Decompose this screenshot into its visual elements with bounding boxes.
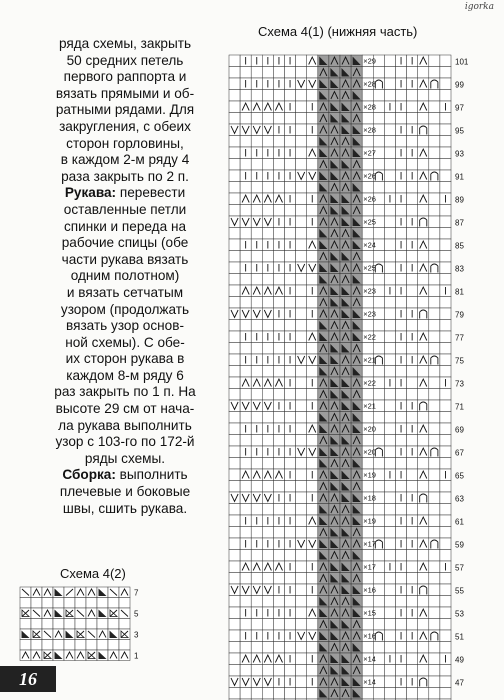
intro-line: вязать прямыми и об- xyxy=(55,85,195,101)
chart-cell xyxy=(20,619,31,630)
chart-cell xyxy=(75,598,86,609)
small-chart-grid xyxy=(20,587,139,661)
repeat-mark: ×16 xyxy=(363,631,376,641)
row-number-label: 99 xyxy=(455,80,464,90)
page-number: 16 xyxy=(0,666,56,692)
chart-cell xyxy=(119,619,130,630)
chart-cell xyxy=(86,598,97,609)
small-chart-row xyxy=(20,598,130,609)
intro-line: 50 средних петель xyxy=(66,52,184,68)
row-number-label: 89 xyxy=(455,195,464,205)
repeat-mark: ×16 xyxy=(363,585,376,595)
row-number-label: 87 xyxy=(455,218,464,228)
sleeve-line: Рукава: перевести xyxy=(64,185,186,201)
small-chart-row xyxy=(20,587,139,598)
row-number-label: 91 xyxy=(455,172,464,182)
chart-cell xyxy=(108,598,119,609)
repeat-mark: ×23 xyxy=(363,286,376,296)
chart-cell xyxy=(97,619,108,630)
repeat-mark: ×25 xyxy=(363,217,376,227)
intro-line: раза закрыть по 2 п. xyxy=(61,168,189,184)
chart-cell xyxy=(86,619,97,630)
chart-cell xyxy=(119,598,130,609)
repeat-mark: ×17 xyxy=(363,562,376,572)
row-number-label: 85 xyxy=(455,241,464,251)
chart-cell xyxy=(64,598,75,609)
repeat-mark: ×23 xyxy=(363,309,376,319)
row-number-label: 61 xyxy=(455,517,464,527)
chart-cell xyxy=(31,619,42,630)
small-chart-row xyxy=(20,629,139,640)
chart-cell xyxy=(53,598,64,609)
intro-line: в каждом 2-м ряду 4 xyxy=(60,152,190,168)
assembly-line: Сборка: выполнить xyxy=(62,467,188,483)
row-number-label: 49 xyxy=(455,655,464,665)
sleeve-line: узором (продолжать xyxy=(60,301,190,317)
row-number-label: 101 xyxy=(455,57,469,67)
small-chart-row xyxy=(20,650,139,661)
repeat-mark: ×25 xyxy=(363,263,376,273)
chart-cell xyxy=(20,598,31,609)
repeat-mark: ×21 xyxy=(363,355,376,365)
repeat-mark: ×27 xyxy=(363,148,376,158)
sleeve-line: спинки и переда на xyxy=(63,218,187,234)
chart-cell xyxy=(42,640,53,651)
row-number-label: 53 xyxy=(455,609,464,619)
repeat-mark: ×29 xyxy=(363,56,376,66)
row-number-label: 59 xyxy=(455,540,464,550)
intro-line: сторон горловины, xyxy=(66,135,184,151)
chart-cell xyxy=(31,598,42,609)
repeat-mark: ×19 xyxy=(363,470,376,480)
row-number-label: 93 xyxy=(455,149,464,159)
repeat-mark: ×18 xyxy=(363,493,376,503)
chart-cell xyxy=(97,598,108,609)
repeat-mark: ×22 xyxy=(363,378,376,388)
chart-cell xyxy=(97,640,108,651)
repeat-mark: ×20 xyxy=(363,424,376,434)
chart-cell xyxy=(53,619,64,630)
repeat-mark: ×14 xyxy=(363,677,376,687)
sleeve-line: рабочие спицы (обе xyxy=(61,235,189,251)
chart-cell xyxy=(64,640,75,651)
repeat-mark: ×24 xyxy=(363,240,376,250)
small-chart-row xyxy=(20,640,130,651)
sleeve-line: ной схемы). С обе- xyxy=(65,334,185,350)
row-number-label: 71 xyxy=(455,402,464,412)
row-number-label: 47 xyxy=(455,678,464,688)
intro-line: ряда схемы, закрыть xyxy=(58,36,192,51)
sleeve-line: и вязать сетчатым xyxy=(66,284,184,300)
row-number-label: 55 xyxy=(455,586,464,596)
sleeve-line: ряды схемы. xyxy=(84,450,166,466)
repeat-mark: ×22 xyxy=(363,332,376,342)
assembly-heading: Сборка: xyxy=(62,467,116,483)
assembly-line: швы, сшить рукава. xyxy=(62,500,188,516)
chart-cell xyxy=(75,619,86,630)
row-number-label: 77 xyxy=(455,333,464,343)
row-number-label: 1 xyxy=(134,651,139,661)
chart-cell xyxy=(64,619,75,630)
row-number-label: 65 xyxy=(455,471,464,481)
repeat-mark: ×28 xyxy=(363,79,376,89)
row-number-label: 63 xyxy=(455,494,464,504)
repeat-mark: ×17 xyxy=(363,539,376,549)
publisher-logo: igorka xyxy=(464,2,494,12)
chart-cell xyxy=(86,640,97,651)
repeat-mark: ×28 xyxy=(363,102,376,112)
row-number-label: 97 xyxy=(455,103,464,113)
chart-cell xyxy=(31,640,42,651)
chart-cell xyxy=(75,640,86,651)
sleeve-line: каждом 8-м ряду 6 xyxy=(66,367,184,383)
small-chart-row xyxy=(20,619,130,630)
chart-cell xyxy=(42,619,53,630)
row-number-label: 5 xyxy=(134,609,139,619)
small-chart-row xyxy=(20,608,139,619)
intro-line: ратными рядами. Для xyxy=(55,102,195,118)
repeat-mark: ×19 xyxy=(363,516,376,526)
intro-line: закругления, с обеих xyxy=(59,118,191,134)
row-number-label: 57 xyxy=(455,563,464,573)
row-number-label: 67 xyxy=(455,448,464,458)
row-number-label: 69 xyxy=(455,425,464,435)
assembly-line: плечевые и боковые xyxy=(59,484,191,500)
row-number-label: 3 xyxy=(134,630,139,640)
chart-cell xyxy=(20,640,31,651)
row-number-label: 7 xyxy=(134,588,139,598)
repeat-mark: ×15 xyxy=(363,608,376,618)
small-chart-title: Схема 4(2) xyxy=(60,566,126,581)
intro-line: первого раппорта и xyxy=(63,69,187,85)
sleeve-heading: Рукава: xyxy=(64,185,117,201)
repeat-mark: ×21 xyxy=(363,401,376,411)
sleeve-line: одним полотном) xyxy=(70,268,180,284)
chart-title: Схема 4(1) (нижняя часть) xyxy=(258,24,418,39)
sleeve-line: узор с 103-го по 172-й xyxy=(55,434,195,450)
sleeve-line: ла рукава выполнить xyxy=(58,417,192,433)
repeat-mark: ×26 xyxy=(363,171,376,181)
row-number-label: 51 xyxy=(455,632,464,642)
repeat-mark: ×28 xyxy=(363,125,376,135)
chart-cell xyxy=(108,619,119,630)
row-number-label: 73 xyxy=(455,379,464,389)
sleeve-line: раз закрыть по 1 п. На xyxy=(54,384,196,400)
repeat-mark: ×26 xyxy=(363,194,376,204)
row-number-label: 79 xyxy=(455,310,464,320)
chart-cell xyxy=(108,640,119,651)
chart-cell xyxy=(119,640,130,651)
sleeve-line: их сторон рукава в xyxy=(65,351,185,367)
row-number-label: 75 xyxy=(455,356,464,366)
chart-cell xyxy=(53,640,64,651)
chart-cell xyxy=(42,598,53,609)
repeat-mark: ×20 xyxy=(363,447,376,457)
repeat-mark: ×14 xyxy=(363,654,376,664)
sleeve-line: части рукава вязать xyxy=(61,251,189,267)
row-number-label: 83 xyxy=(455,264,464,274)
row-number-label: 81 xyxy=(455,287,464,297)
sleeve-line: вязать узор основ- xyxy=(66,318,184,334)
row-number-label: 95 xyxy=(455,126,464,136)
sleeve-line: оставленные петли xyxy=(63,201,187,217)
sleeve-line: высоте 29 см от нача- xyxy=(55,401,195,417)
